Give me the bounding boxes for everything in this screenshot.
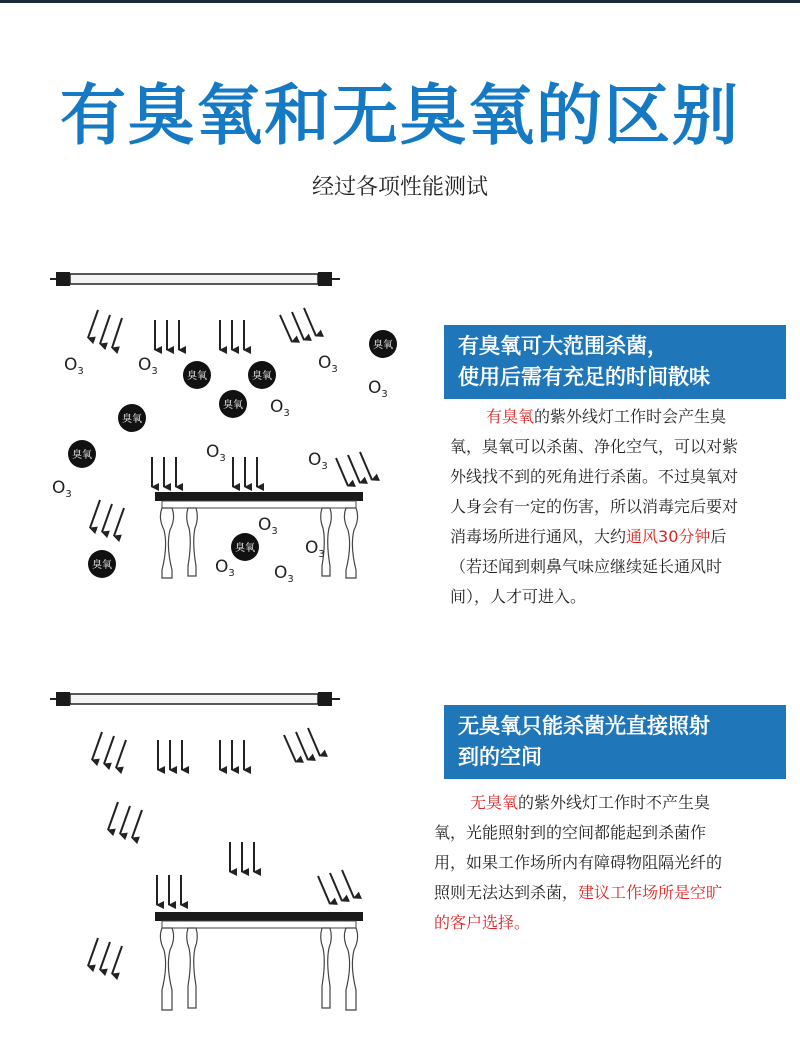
highlight-recommendation: 建议工作场所是空旷的客户选择。 bbox=[434, 883, 723, 932]
without-ozone-description bbox=[434, 788, 734, 938]
with-ozone-heading-box bbox=[444, 325, 786, 399]
o3-symbol: $O_3$ bbox=[318, 353, 338, 375]
o3-symbol: $O_3$ bbox=[368, 378, 388, 400]
without-ozone-illustration bbox=[40, 680, 430, 1020]
uv-lamp-icon bbox=[50, 272, 340, 286]
page-title: 有臭氧和无臭氧的区别 bbox=[60, 77, 740, 154]
ozone-ball-label: 臭氧 bbox=[187, 371, 207, 382]
ozone-ball-label: 臭氧 bbox=[373, 340, 393, 351]
ozone-ball-label: 臭氧 bbox=[72, 450, 92, 461]
table-icon bbox=[155, 492, 363, 578]
o3-symbol: $O_3$ bbox=[215, 557, 235, 579]
highlight-without-ozone: 无臭氧 bbox=[470, 793, 519, 812]
o3-symbol: $O_3$ bbox=[206, 442, 226, 464]
o3-symbol: $O_3$ bbox=[138, 355, 158, 377]
o3-symbol: $O_3$ bbox=[52, 478, 72, 500]
ozone-molecules bbox=[52, 330, 397, 585]
o3-symbol: $O_3$ bbox=[308, 450, 328, 472]
ozone-ball-icon bbox=[369, 330, 397, 358]
page-subtitle: 经过各项性能测试 bbox=[311, 175, 488, 200]
ozone-ball-label: 臭氧 bbox=[223, 400, 243, 411]
ozone-ball-icon bbox=[183, 361, 211, 389]
with-ozone-heading-line1: 有臭氧可大范围杀菌， bbox=[458, 334, 668, 358]
ozone-ball-icon bbox=[118, 404, 146, 432]
without-ozone-heading-line2: 到的空间 bbox=[458, 745, 542, 769]
ozone-ball-label: 臭氧 bbox=[252, 371, 272, 382]
desc-text-3: 的紫外线灯工作时不产生臭氧，光能照射到的空间都能起到杀菌作用，如果工作场所内有障碍物阻隔光纤的照则无法达到杀菌， bbox=[434, 793, 723, 902]
o3-symbol: $O_3$ bbox=[258, 515, 278, 537]
o3-symbol: $O_3$ bbox=[305, 538, 325, 560]
o3-symbol: $O_3$ bbox=[274, 563, 294, 585]
ozone-ball-icon bbox=[231, 533, 259, 561]
ozone-ball-label: 臭氧 bbox=[235, 543, 255, 554]
with-ozone-description bbox=[450, 402, 750, 612]
ozone-ball-label: 臭氧 bbox=[92, 560, 112, 571]
desc-text-1: 的紫外线灯工作时会产生臭氧，臭氧可以杀菌、净化空气，可以对紫外线找不到的死角进行杀菌。不过臭氧对人身会有一定的伤害，所以消毒完后要对消毒场所进行通风，大约 bbox=[450, 407, 739, 546]
ozone-ball-icon bbox=[68, 440, 96, 468]
table-icon bbox=[155, 912, 363, 1010]
o3-symbol: $O_3$ bbox=[270, 397, 290, 419]
uv-rays-icon bbox=[88, 728, 354, 974]
highlight-with-ozone: 有臭氧 bbox=[486, 407, 535, 426]
top-border-line bbox=[0, 0, 800, 3]
ozone-ball-icon bbox=[248, 361, 276, 389]
ozone-ball-icon bbox=[219, 390, 247, 418]
without-ozone-heading-line1: 无臭氧只能杀菌光直接照射 bbox=[458, 714, 710, 738]
ozone-ball-label: 臭氧 bbox=[122, 414, 142, 425]
ozone-ball-icon bbox=[88, 550, 116, 578]
with-ozone-illustration bbox=[40, 260, 430, 600]
desc-text-2: 后（若还闻到刺鼻气味应继续延长通风时间），人才可进入。 bbox=[450, 527, 727, 606]
with-ozone-heading-line2: 使用后需有充足的时间散味 bbox=[458, 365, 710, 389]
without-ozone-heading-box bbox=[444, 705, 786, 779]
highlight-ventilation: 通风30分钟 bbox=[626, 527, 711, 546]
o3-symbol: $O_3$ bbox=[64, 355, 84, 377]
uv-lamp-icon bbox=[50, 692, 340, 706]
